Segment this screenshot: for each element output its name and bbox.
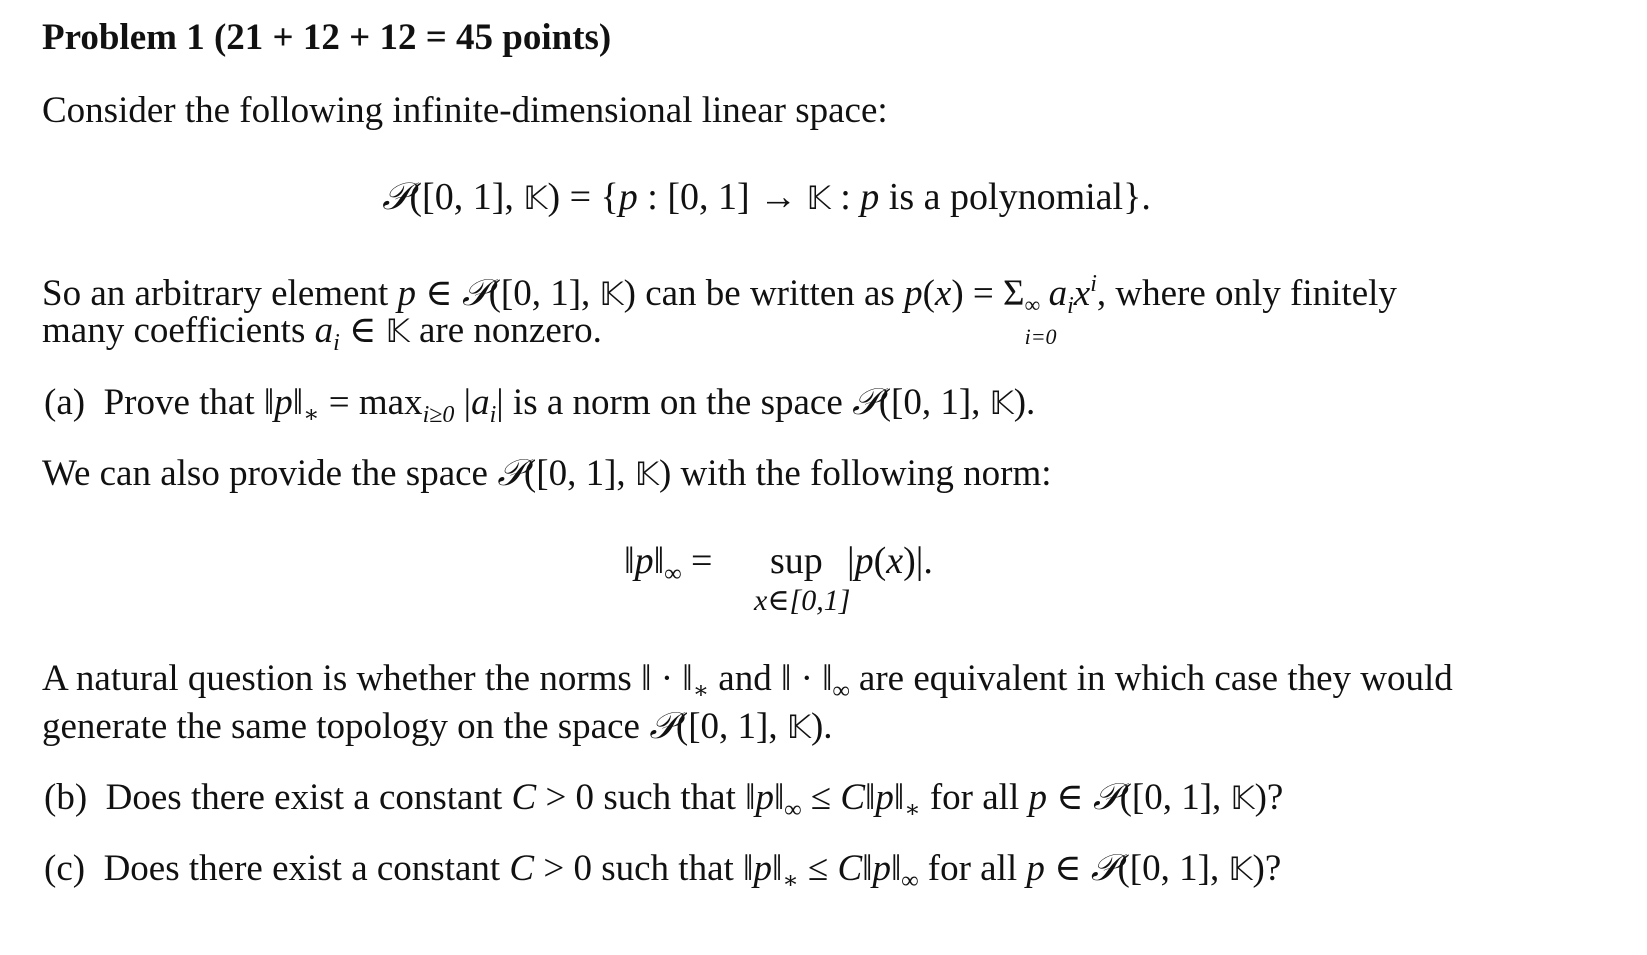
sup-argument: |p(x)|. [847, 540, 933, 582]
part-a-mid: is a norm on the space [512, 382, 843, 423]
element-mid: can be written as [645, 273, 895, 314]
element-suffix: , where only finitely [1096, 273, 1397, 314]
second-norm-intro: We can also provide the space 𝒫([0, 1], 𝕂) with the following norm: [42, 451, 1052, 494]
part-b-mid: such that [603, 777, 736, 818]
part-b-prefix: Does there exist a constant [105, 777, 503, 818]
part-a-label: (a) [44, 382, 86, 423]
question-line-2: generate the same topology on the space 𝒫([0, 1], 𝕂). [42, 704, 833, 747]
part-c-mid: such that [601, 848, 734, 889]
part-c-label: (c) [44, 848, 86, 889]
second-norm-suffix: with the following norm: [680, 453, 1052, 494]
part-b-for: for all [929, 777, 1020, 818]
element-line2-prefix: many coefficients [42, 310, 306, 351]
element-line2-suffix: are nonzero. [419, 310, 602, 351]
sup-operator: sup [770, 540, 823, 582]
element-line-1: So an arbitrary element p ∈ 𝒫([0, 1], 𝕂) can be written as p(x) = Σ ∞ i=0 $a_ix^i$, where only finitely [42, 271, 1397, 349]
intro-text: Consider the following infinite-dimensional linear space: [42, 90, 888, 131]
second-norm-text: We can also provide the space [42, 453, 488, 494]
element-line-2: many coefficients $a_i$ ∈ 𝕂 are nonzero. [42, 310, 602, 356]
question-line2-text: generate the same topology on the space [42, 706, 640, 747]
element-prefix: So an arbitrary element [42, 273, 389, 314]
part-c: (c) Does there exist a constant C > 0 such that $‖p‖_∗$ ≤ $C‖p‖_\infty$ for all p ∈ 𝒫([0, 1], 𝕂)? [44, 846, 1282, 894]
question-line-1: A natural question is whether the norms ‖ · $‖_∗$ and ‖ · $‖_\infty$ are equivalent in which case they would [42, 658, 1453, 704]
part-b-label: (b) [44, 777, 88, 818]
space-definition: 𝒫([0, 1], 𝕂) = {p : [0, 1] → 𝕂 : p is a polynomial}. [382, 174, 1151, 218]
question-prefix: A natural question is whether the norms [42, 658, 632, 699]
sup-norm-formula: $‖p‖_\infty$ = [624, 540, 713, 587]
part-c-prefix: Does there exist a constant [103, 848, 501, 889]
part-b: (b) Does there exist a constant C > 0 such that $‖p‖_\infty$ ≤ $C‖p‖_∗$ for all p ∈ 𝒫([0, 1], 𝕂)? [44, 775, 1284, 823]
problem-heading: Problem 1 (21 + 12 + 12 = 45 points) [42, 17, 612, 58]
sup-subscript: x∈[0,1] [754, 584, 851, 617]
part-c-for: for all [927, 848, 1018, 889]
part-a: (a) Prove that $‖p‖_∗ = \max_{i\ge 0} |a_i|$ is a norm on the space 𝒫([0, 1], 𝕂). [44, 380, 1036, 428]
question-and: and [718, 658, 772, 699]
question-suffix: are equivalent in which case they would [858, 658, 1453, 699]
part-a-prefix: Prove that [103, 382, 255, 423]
